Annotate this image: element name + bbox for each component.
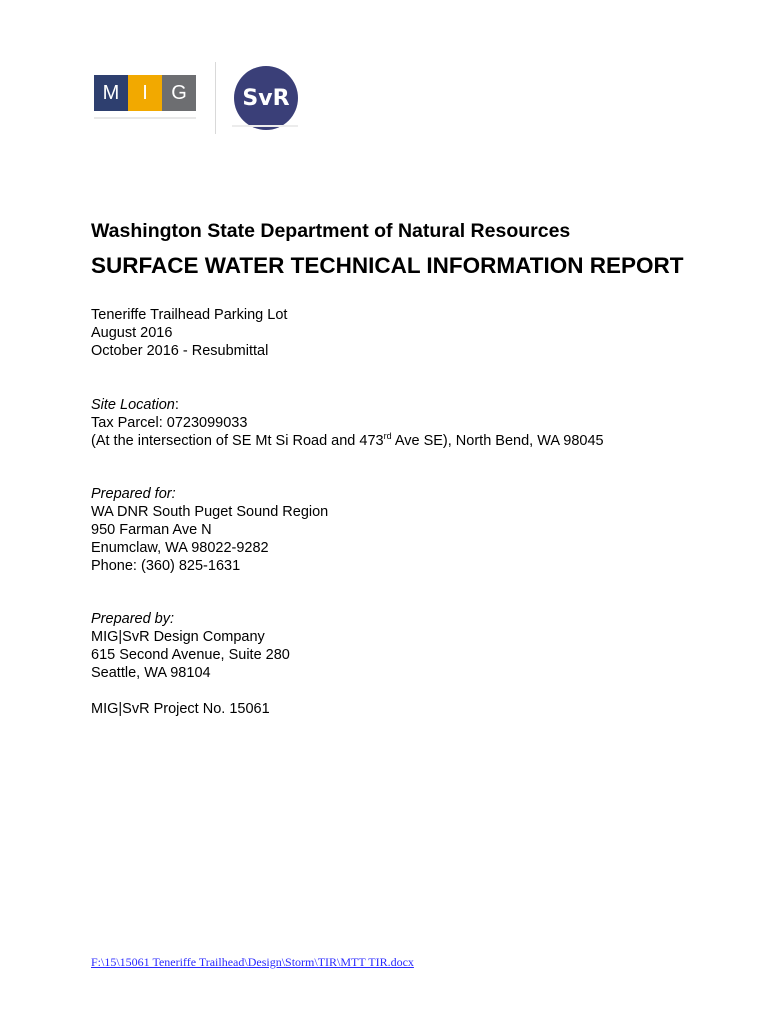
mig-logo-letter-m: M (94, 75, 128, 111)
mig-logo-letter-g: G (162, 75, 196, 111)
logo-divider (215, 62, 216, 134)
prepared-by (91, 610, 290, 682)
client-address: 950 Farman Ave N (91, 522, 212, 538)
project-name: Teneriffe Trailhead Parking Lot (91, 307, 288, 323)
prepared-for-heading: Prepared for: (91, 486, 176, 502)
prepared-for (91, 485, 328, 575)
resubmittal-date: October 2016 - Resubmittal (91, 343, 269, 359)
site-location (91, 396, 604, 450)
project-number: MIG|SvR Project No. 15061 (91, 701, 270, 717)
site-intersection: (At the intersection of SE Mt Si Road and 473rd Ave SE), North Bend, WA 98045 (91, 431, 604, 449)
firm-name: MIG|SvR Design Company (91, 629, 265, 645)
client-name: WA DNR South Puget Sound Region (91, 504, 329, 520)
client-city: Enumclaw, WA 98022-9282 (91, 540, 269, 556)
mig-logo (94, 75, 196, 111)
prepared-by-heading: Prepared by: (91, 611, 175, 627)
client-phone: Phone: (360) 825-1631 (91, 558, 241, 574)
site-location-heading: Site Location (91, 397, 175, 413)
organization-heading: Washington State Department of Natural Resources (91, 220, 571, 242)
site-location-colon: : (174, 397, 179, 413)
report-title: SURFACE WATER TECHNICAL INFORMATION REPORT (91, 253, 684, 278)
firm-address: 615 Second Avenue, Suite 280 (91, 647, 290, 663)
firm-city: Seattle, WA 98104 (91, 665, 211, 681)
mig-logo-letter-i: I (128, 75, 162, 111)
mig-logo-underline (94, 117, 196, 119)
svr-logo-underline (232, 125, 298, 127)
tax-parcel: Tax Parcel: 0723099033 (91, 415, 248, 431)
file-path-link[interactable]: F:\15\15061 Teneriffe Trailhead\Design\Storm\TIR\MTT TIR.docx (91, 955, 414, 969)
project-date: August 2016 (91, 325, 173, 341)
project-info (91, 306, 287, 360)
svr-logo: SvR (234, 66, 298, 130)
